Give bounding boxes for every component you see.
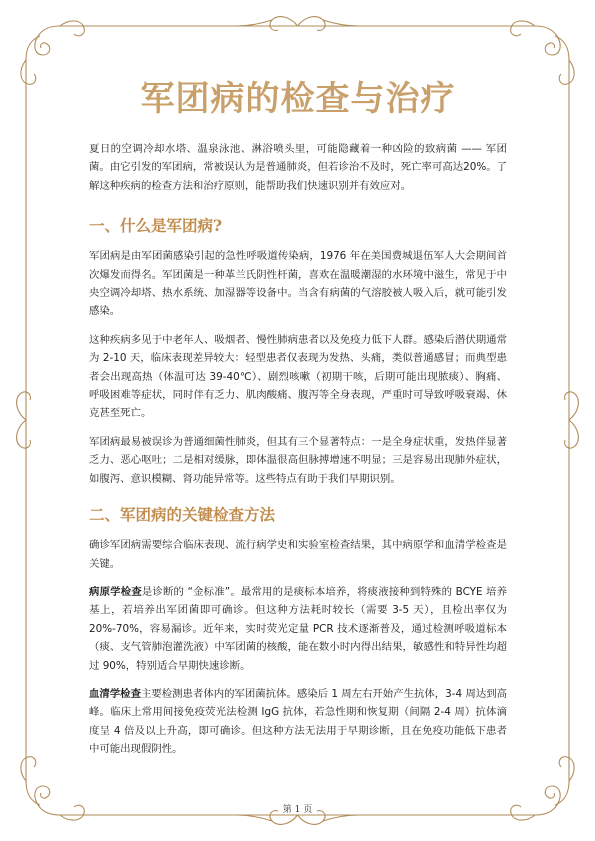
page-title: 军团病的检查与治疗 (140, 79, 456, 119)
pathogen-exam-text: 是诊断的 “金标准”。最常用的是痰标本培养，将痰液接种到特殊的 BCYE 培养基上，若培养出军团菌即可确诊。但这种方法耗时较长（需要 3-5 天），且检出率仅为 20%-70%，容易漏诊。近年来，实时荧光定量 PCR 技术逐渐普及，通过检测呼吸道标本（痰、支气管肺泡灌洗液）中军团菌的核酸，能在数小时内得出结果，敏感性和特异性均超过 90%，特别适合早期快速诊断。 (89, 585, 508, 672)
section1-paragraph-2: 这种疾病多见于中老年人、吸烟者、慢性肺病患者以及免疫力低下人群。感染后潜伏期通常为 2-10 天，临床表现差异较大：轻型患者仅表现为发热、头痛，类似普通感冒；而典型患者会出现高热（体温可达 39-40℃）、剧烈咳嗽（初期干咳，后期可能出现脓痰）、胸痛、呼吸困难等症状，同时伴有乏力、肌肉酸痛、腹泻等全身表现，严重时可导致呼吸衰竭、休克甚至死亡。 (89, 333, 507, 420)
section-heading-examinations: 二、军团病的关键检查方法 (89, 505, 276, 525)
serology-exam-term: 血清学检查 (89, 687, 141, 700)
right-center-scroll (565, 392, 579, 448)
top-center-scroll (236, 17, 359, 31)
section1-paragraph-3: 军团病最易被误诊为普通细菌性肺炎，但其有三个显著特点：一是全身症状重，发热伴显著乏力、恶心呕吐；二是相对缓脉，即体温很高但脉搏增速不明显；三是容易出现肺外症状，如腹泻、意识模糊、肾功能异常等。这些特点有助于我们早期识别。 (89, 435, 507, 485)
serology-exam-paragraph (89, 685, 507, 759)
page-number: 第 1 页 (282, 805, 313, 815)
pathogen-exam-term: 病原学检查 (89, 585, 142, 598)
serology-exam-text: 主要检测患者体内的军团菌抗体。感染后 1 周左右开始产生抗体，3-4 周达到高峰。临床上常用间接免疫荧光法检测 IgG 抗体，若急性期和恢复期（间隔 2-4 周）抗体滴度呈 4 倍及以上升高，即可确诊。但这种方法无法用于早期诊断，且在免疫功能低下患者中可能出现假阴性。 (89, 687, 507, 756)
corner-flourish-top-left (21, 21, 84, 84)
intro-paragraph: 夏日的空调冷却水塔、温泉泳池、淋浴喷头里，可能隐藏着一种凶险的致病菌 —— 军团菌。由它引发的军团病，常被误认为是普通肺炎，但若诊治不及时，死亡率可高达20%。了解这种疾病的检查方法和治疗原则，能帮助我们快速识别并有效应对。 (89, 143, 507, 192)
article (89, 74, 507, 769)
section2-intro-paragraph: 确诊军团病需要综合临床表现、流行病学史和实验室检查结果，其中病原学和血清学检查是关键。 (89, 539, 507, 570)
left-center-scroll (17, 392, 31, 448)
section-heading-what-is: 一、什么是军团病? (89, 216, 223, 236)
section1-paragraph-1: 军团病是由军团菌感染引起的急性呼吸道传染病，1976 年在美国费城退伍军人大会期间首次爆发而得名。军团菌是一种革兰氏阴性杆菌，喜欢在温暖潮湿的水环境中滋生，常见于中央空调冷却塔、热水系统、加湿器等设备中。当含有病菌的气溶胶被人吸入后，就可能引发感染。 (89, 250, 507, 318)
pathogen-exam-paragraph (89, 583, 507, 675)
